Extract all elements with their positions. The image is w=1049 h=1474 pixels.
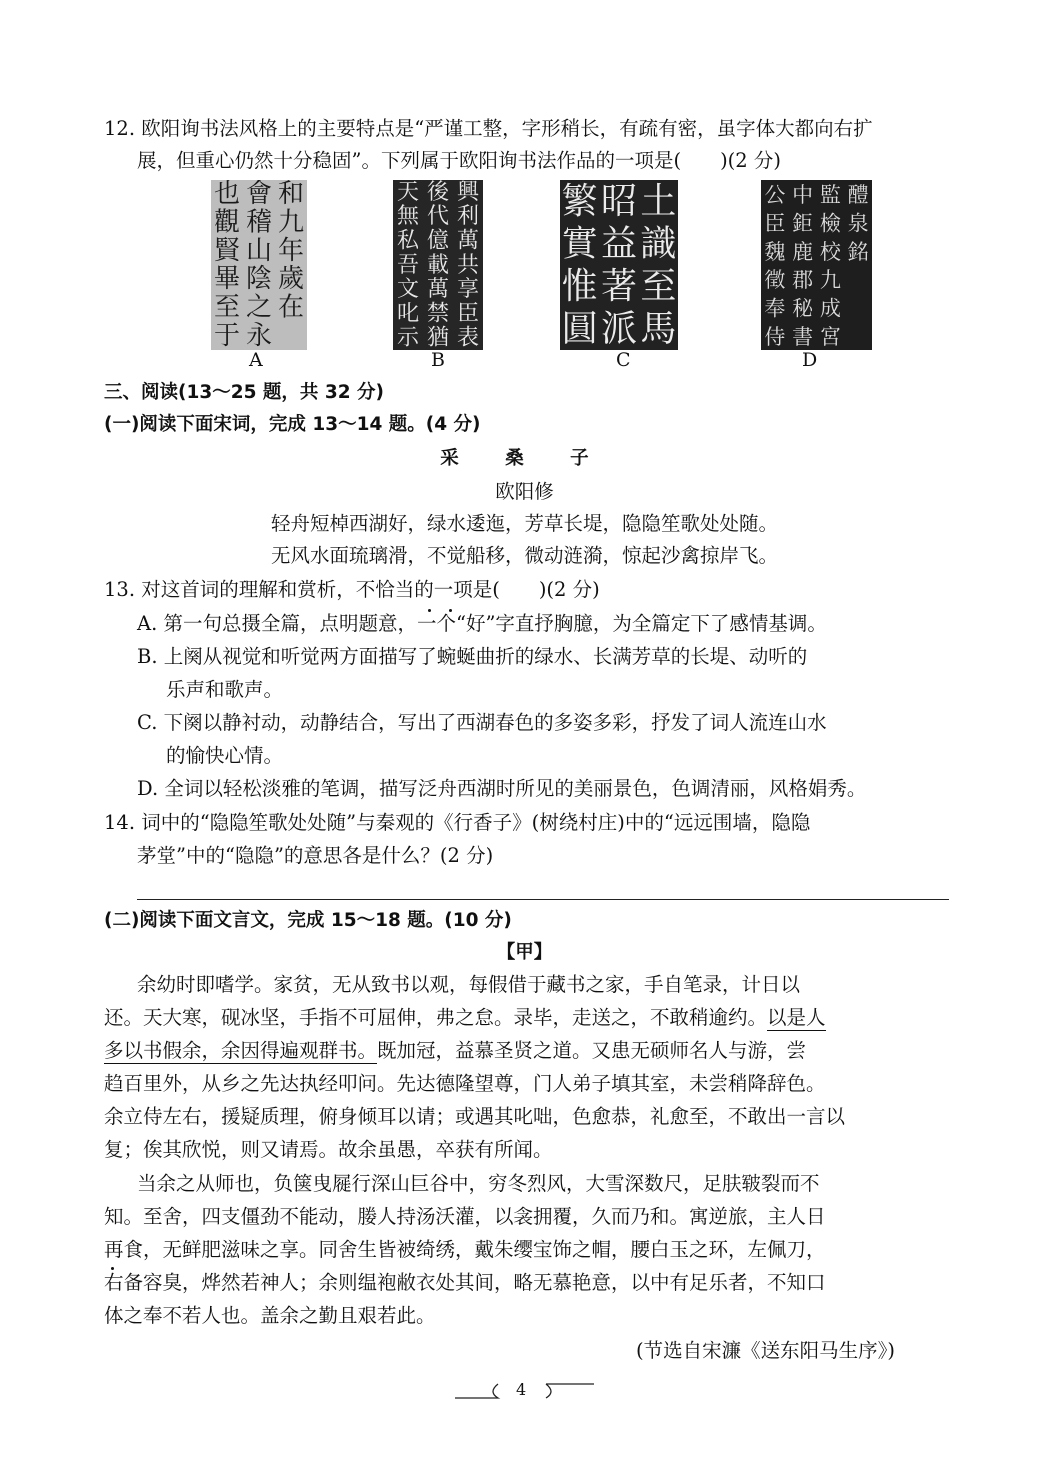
calligraphy-image-d[interactable] [761,180,872,350]
q14-line2: 茅堂”中的“隐隐”的意思各是什么？(2 分) [137,844,494,867]
calligraphy-char: 繁 [561,181,598,223]
calligraphy-char: 億 [426,228,450,254]
underlined-sentence: 多以书假余，余因得遍观群书。 [104,1039,378,1062]
calligraphy-char: 叱 [396,301,420,327]
passage-line: 体之奉不若人也。盖余之勤且艰若此。 [104,1304,436,1327]
calligraphy-options [0,180,1049,370]
calligraphy-char: 公 [764,183,786,208]
calligraphy-char: 觀 [213,207,241,238]
calligraphy-char: 中 [792,183,814,208]
calligraphy-char: 校 [819,239,841,264]
q13-option-c-line2: 的愉快心情。 [166,744,284,767]
calligraphy-char: 至 [640,266,677,308]
calligraphy-char: 鉅 [792,211,814,236]
q13-stem: 13. 对这首词的理解和赏析，不恰当的一项是( )(2 分) [104,578,600,601]
underlined-sentence: 以是人 [767,1006,826,1029]
passage-jia-label: 【甲】 [496,942,553,963]
q13-option-c-line1: C. 下阕以静衬动，动静结合，写出了西湖春色的多姿多彩，抒发了词人流连山水 [137,711,827,734]
calligraphy-char: 載 [426,252,450,278]
calligraphy-char: 檢 [819,211,841,236]
calligraphy-char: 文 [396,277,420,303]
calligraphy-char: 秘 [792,296,814,321]
q14-answer-line[interactable] [137,899,949,900]
calligraphy-char: 賢 [213,235,241,266]
passage-line: 复；俟其欣悦，则又请焉。故余虽愚，卒获有所闻。 [104,1138,553,1161]
calligraphy-char: 代 [426,204,450,230]
calligraphy-char: 和 [277,180,305,210]
emphasis-dot [449,609,452,612]
calligraphy-char: 著 [600,266,638,308]
calligraphy-char: 派 [600,308,638,350]
calligraphy-char: 吾 [396,252,420,278]
calligraphy-char: 成 [819,296,841,321]
calligraphy-char: 九 [277,207,305,238]
page-number-footer [0,1378,1049,1408]
calligraphy-char: 興 [456,180,480,205]
passage-line: 余立侍左右，援疑质理，俯身倾耳以请；或遇其叱咄，色愈恭，礼愈至，不敢出一言以 [104,1105,846,1128]
q13-option-b-line2: 乐声和歌声。 [166,678,284,701]
q12-line1: 12. 欧阳询书法风格上的主要特点是“严谨工整，字形稍长，有疏有密，虽字体大都向右扩 [104,117,873,140]
poem-author: 欧阳修 [495,480,554,503]
calligraphy-char: 圓 [561,308,598,350]
q12-line2: 展，但重心仍然十分稳固”。下列属于欧阳询书法作品的一项是( )(2 分) [137,149,782,172]
passage-line: 再食，无鲜肥滋味之享。同舍生皆被绮绣，戴朱缨宝饰之帽，腰白玉之环，左佩刀， [104,1238,826,1261]
q13-option-d: D. 全词以轻松淡雅的笔调，描写泛舟西湖时所见的美丽景色，色调清丽，风格娟秀。 [137,777,867,800]
passage-line: 右备容臭，烨然若神人；余则缊袍敝衣处其间，略无慕艳意，以中有足乐者，不知口 [104,1271,826,1294]
passage-line: 余幼时即嗜学。家贫，无从致书以观，每假借于藏书之家，手自笔录，计日以 [137,973,801,996]
calligraphy-char: 會 [245,180,273,210]
calligraphy-char: 昭 [600,181,638,223]
calligraphy-image-c[interactable] [560,180,678,350]
calligraphy-char: 無 [396,204,420,230]
calligraphy-char: 山 [245,235,273,266]
passage-line [104,1036,806,1066]
page-number: 4 [516,1380,527,1399]
section3-title: 三、阅读(13～25 题，共 32 分) [104,382,384,403]
calligraphy-char: 泉 [847,211,869,236]
calligraphy-char: 九 [819,268,841,293]
calligraphy-char: 陰 [245,264,273,295]
calligraphy-char: 至 [213,292,241,323]
passage-line: 当余之从师也，负箧曳屣行深山巨谷中，穷冬烈风，大雪深数尺，足肤皲裂而不 [137,1172,820,1195]
option-label-c: C [616,349,631,371]
calligraphy-char: 惟 [561,266,598,308]
calligraphy-char: 益 [600,223,638,265]
part1-title: (一)阅读下面宋词，完成 13～14 题。(4 分) [104,414,481,435]
option-label-d: D [802,349,818,371]
calligraphy-char: 利 [456,204,480,230]
calligraphy-char: 監 [819,183,841,208]
calligraphy-image-a[interactable] [211,180,307,350]
poem-title-text: 采 桑 子 [440,448,609,469]
calligraphy-char: 天 [396,180,420,205]
passage-line: 知。至舍，四支僵劲不能动，媵人持汤沃灌，以衾拥覆，久而乃和。寓逆旅，主人日 [104,1205,826,1228]
calligraphy-char: 臣 [456,301,480,327]
poem-line-1: 轻舟短棹西湖好，绿水逶迤，芳草长堤，隐隐笙歌处处随。 [270,512,778,535]
calligraphy-char: 書 [792,324,814,349]
passage-text: 既加冠，益慕圣贤之道。又患无硕师名人与游，尝 [377,1039,807,1062]
calligraphy-char: 表 [456,325,480,350]
emphasis-dot [428,609,431,612]
q13-option-a: A. 第一句总摄全篇，点明题意，一个“好”字直抒胸臆，为全篇定下了感情基调。 [137,612,827,635]
calligraphy-char: 郡 [792,268,814,293]
calligraphy-char: 在 [277,292,305,323]
passage-text: 还。天大寒，砚冰坚，手指不可屈伸，弗之怠。录毕，走送之，不敢稍逾约。 [104,1006,768,1029]
calligraphy-char: 後 [426,180,450,205]
calligraphy-char: 歲 [277,264,305,295]
calligraphy-char: 禁 [426,301,450,327]
passage-line: 趋百里外，从乡之先达执经叩问。先达德隆望尊，门人弟子填其室，未尝稍降辞色。 [104,1072,826,1095]
calligraphy-char: 奉 [764,296,786,321]
calligraphy-char: 識 [640,223,677,265]
poem-line-2: 无风水面琉璃滑，不觉船移，微动涟漪，惊起沙禽掠岸飞。 [270,544,778,567]
part2-title: (二)阅读下面文言文，完成 15～18 题。(10 分) [104,910,512,931]
calligraphy-char: 萬 [456,228,480,254]
calligraphy-char: 共 [456,252,480,278]
calligraphy-char: 銘 [847,239,869,264]
calligraphy-image-b[interactable] [393,180,483,350]
calligraphy-char: 享 [456,277,480,303]
calligraphy-char: 實 [561,223,598,265]
calligraphy-char: 猶 [426,325,450,350]
calligraphy-char: 醴 [847,183,869,208]
passage-source: (节选自宋濂《送东阳马生序》) [636,1339,895,1362]
calligraphy-char: 萬 [426,277,450,303]
q14-line1: 14. 词中的“隐隐笙歌处处随”与秦观的《行香子》(树绕村庄)中的“远远围墙，隐隐 [104,811,811,834]
calligraphy-char: 徵 [764,268,786,293]
calligraphy-char: 畢 [213,264,241,295]
calligraphy-char: 于 [213,320,241,350]
option-label-a: A [249,349,263,371]
calligraphy-char: 示 [396,325,420,350]
poem-title [0,444,1049,474]
calligraphy-char: 魏 [764,239,786,264]
calligraphy-char: 之 [245,292,273,323]
calligraphy-char: 永 [245,320,273,350]
calligraphy-char: 年 [277,235,305,266]
option-label-b: B [431,349,445,371]
calligraphy-char: 私 [396,228,420,254]
calligraphy-char: 土 [640,181,677,223]
calligraphy-char: 侍 [764,324,786,349]
calligraphy-char: 也 [213,180,241,210]
calligraphy-char: 宮 [819,324,841,349]
calligraphy-char: 鹿 [792,239,814,264]
passage-line [104,1003,826,1033]
calligraphy-char: 臣 [764,211,786,236]
calligraphy-char: 馬 [640,308,677,350]
calligraphy-char: 稽 [245,207,273,238]
q13-option-b-line1: B. 上阕从视觉和听觉两方面描写了蜿蜒曲折的绿水、长满芳草的长堤、动听的 [137,645,808,668]
